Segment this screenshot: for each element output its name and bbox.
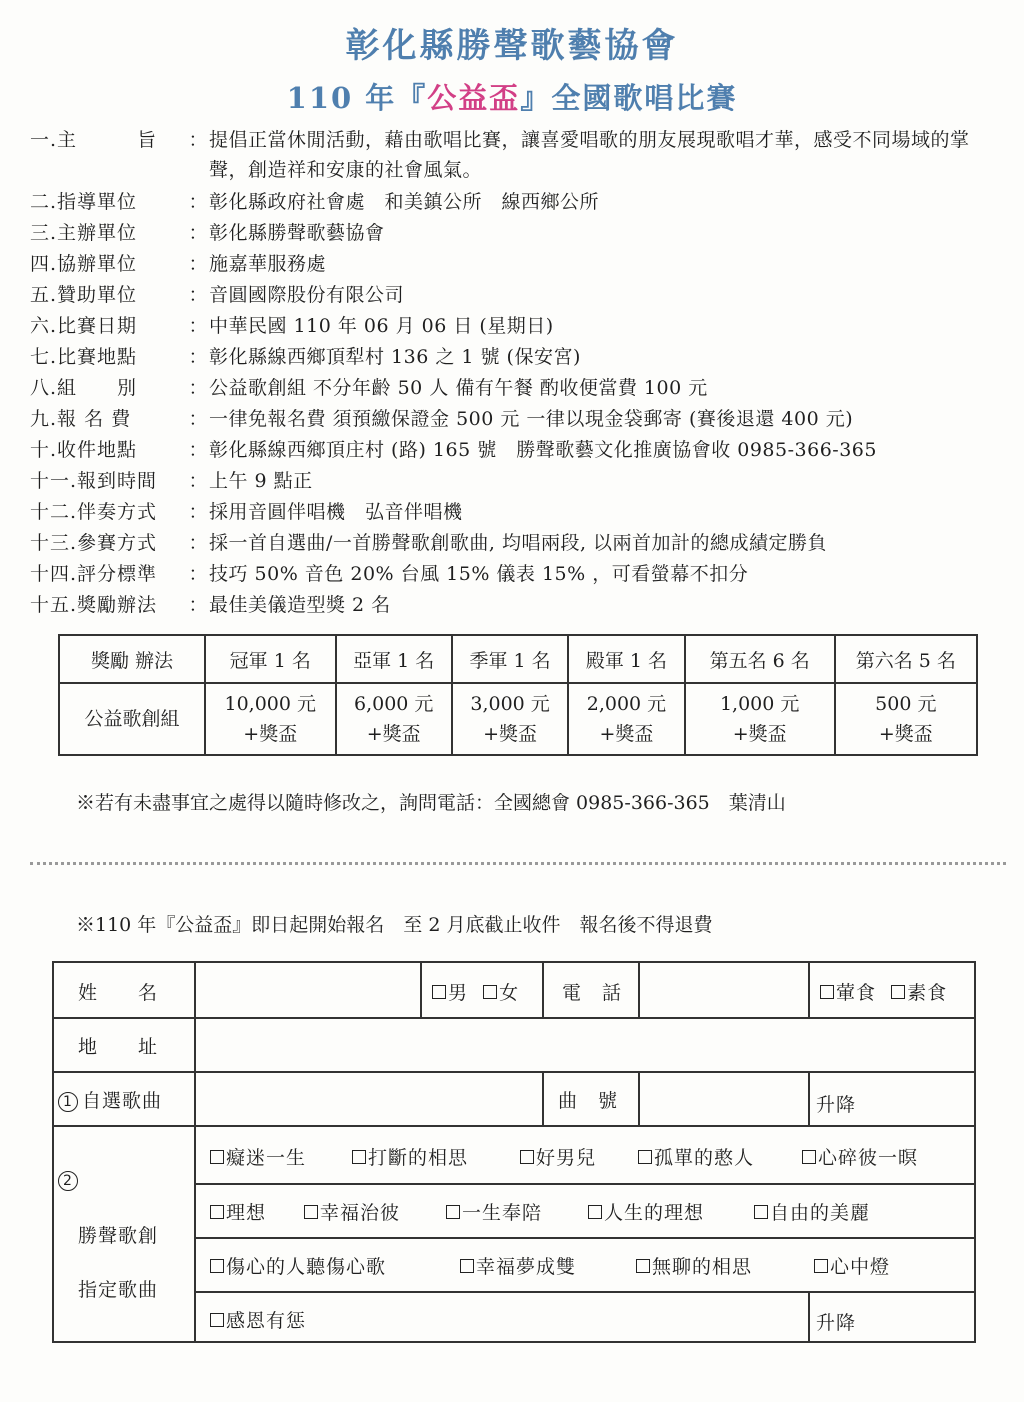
clause-item: 六.比賽日期 ： 中華民國 110 年 06 月 06 日 (星期日) <box>30 309 1000 340</box>
female-label: 女 <box>499 982 520 1004</box>
song-label: 幸福夢成雙 <box>476 1256 577 1278</box>
checkbox-icon <box>432 985 446 999</box>
prize-trophy: +獎盃 <box>878 723 933 745</box>
prize-header-cell: 殿軍 1 名 <box>568 635 684 683</box>
event-title-highlight: 公益盃 <box>427 81 521 115</box>
song-checkbox[interactable] <box>754 1198 870 1225</box>
phone-label: 電 話 <box>562 982 623 1004</box>
prize-trophy: +獎盃 <box>599 723 654 745</box>
meat-checkbox[interactable] <box>820 978 876 1005</box>
prize-amount: 1,000 元 <box>719 693 800 715</box>
prize-amount: 2,000 元 <box>586 693 667 715</box>
prize-header-cell: 季軍 1 名 <box>452 635 568 683</box>
checkbox-icon <box>210 1313 224 1327</box>
clause-label: 四.協辦單位 <box>30 253 138 275</box>
song-label: 孤單的憨人 <box>654 1147 755 1169</box>
clause-item: 十五.獎勵辦法 ： 最佳美儀造型獎 2 名 <box>30 588 1000 619</box>
checkbox-icon <box>820 985 834 999</box>
key-label: 升降 <box>816 1312 857 1334</box>
checkbox-icon <box>636 1259 650 1273</box>
veg-checkbox[interactable] <box>891 978 947 1005</box>
form-divider <box>808 1071 810 1125</box>
clause-label: 五.贊助單位 <box>30 284 138 306</box>
meal-options <box>820 978 947 1005</box>
song-label: 傷心的人聽傷心歌 <box>226 1256 387 1278</box>
song-checkbox[interactable] <box>588 1198 704 1225</box>
checkbox-icon <box>891 985 905 999</box>
clause-label: 六.比賽日期 <box>30 315 138 337</box>
song-label: 自由的美麗 <box>770 1202 871 1224</box>
clause-item: 十.收件地點 ： 彰化縣線西鄉頂庄村 (路) 165 號 勝聲歌藝文化推廣協會收 0985-366-365 <box>30 433 1000 464</box>
meat-label: 葷食 <box>836 982 877 1004</box>
clause-value: 施嘉華服務處 <box>209 253 327 275</box>
song-label: 心碎彼一暝 <box>818 1147 919 1169</box>
form-divider <box>54 1125 974 1127</box>
song-checkbox[interactable] <box>210 1143 306 1170</box>
checkbox-icon <box>460 1259 474 1273</box>
checkbox-icon <box>210 1150 224 1164</box>
checkbox-icon <box>446 1205 460 1219</box>
prize-trophy: +獎盃 <box>732 723 787 745</box>
song-label: 一生奉陪 <box>462 1202 543 1224</box>
checkbox-icon <box>210 1205 224 1219</box>
prize-cell <box>452 683 568 755</box>
song-checkbox[interactable] <box>814 1252 890 1279</box>
prize-header-cell: 第五名 6 名 <box>685 635 835 683</box>
clause-label: 二.指導單位 <box>30 191 138 213</box>
inquiry-note: ※若有未盡事宜之處得以隨時修改之，詢問電話：全國總會 0985-366-365 葉清山 <box>76 792 786 814</box>
form-divider <box>54 1017 974 1019</box>
song-checkbox[interactable] <box>304 1198 400 1225</box>
prize-table <box>58 634 978 756</box>
own-song-label <box>58 1086 162 1113</box>
clause-item: 九.報 名 費 ： 一律免報名費 須預繳保證金 500 元 一律以現金袋郵寄 (賽後退還 400 元) <box>30 402 1000 433</box>
prize-amount: 500 元 <box>875 693 937 715</box>
clause-value: 採用音圓伴唱機 弘音伴唱機 <box>209 501 463 523</box>
form-divider <box>808 1291 810 1343</box>
clause-item: 十三.參賽方式 ： 採一首自選曲/一首勝聲歌創歌曲, 均唱兩段, 以兩首加計的總成績定勝負 <box>30 526 1000 557</box>
form-divider <box>638 1071 640 1125</box>
clause-label: 八.組 別 <box>30 377 138 399</box>
prize-table-header-row <box>59 635 977 683</box>
clause-value: 最佳美儀造型獎 2 名 <box>209 594 391 616</box>
clause-label: 十.收件地點 <box>30 439 138 461</box>
prize-cell <box>205 683 336 755</box>
clause-item: 十一.報到時間 ： 上午 9 點正 <box>30 464 1000 495</box>
address-label: 地 址 <box>78 1036 159 1058</box>
checkbox-icon <box>588 1205 602 1219</box>
song-label: 人生的理想 <box>604 1202 705 1224</box>
song-label: 好男兒 <box>536 1147 597 1169</box>
clause-label: 九.報 名 費 <box>30 408 132 430</box>
clause-label: 七.比賽地點 <box>30 346 138 368</box>
clause-list <box>30 124 1000 619</box>
form-divider <box>542 1071 544 1125</box>
song-checkbox[interactable] <box>460 1252 576 1279</box>
checkbox-icon <box>754 1205 768 1219</box>
song-checkbox[interactable] <box>210 1306 306 1333</box>
own-song-text: 自選歌曲 <box>82 1090 163 1112</box>
event-title-year: 110 年『 <box>286 81 428 115</box>
song-label: 無聊的相思 <box>652 1256 753 1278</box>
form-divider <box>808 963 810 1017</box>
male-label: 男 <box>448 982 469 1004</box>
prize-table-row <box>59 683 977 755</box>
song-checkbox[interactable] <box>802 1143 918 1170</box>
clause-label: 十一.報到時間 <box>30 470 158 492</box>
clause-value: 彰化縣線西鄉頂庄村 (路) 165 號 勝聲歌藝文化推廣協會收 0985-366-365 <box>209 439 877 461</box>
song-label: 心中燈 <box>830 1256 891 1278</box>
checkbox-icon <box>520 1150 534 1164</box>
male-checkbox[interactable] <box>432 978 468 1005</box>
song-checkbox[interactable] <box>446 1198 542 1225</box>
song-label: 打斷的相思 <box>368 1147 469 1169</box>
clause-value: 一律免報名費 須預繳保證金 500 元 一律以現金袋郵寄 (賽後退還 400 元) <box>209 408 854 430</box>
female-checkbox[interactable] <box>483 978 519 1005</box>
clause-label: 十四.評分標準 <box>30 563 158 585</box>
form-divider <box>194 963 196 1343</box>
clause-item: 一.主 旨 ： 提倡正當休閒活動，藉由歌唱比賽，讓喜愛唱歌的朋友展現歌唱才華，感受不同場域的掌聲，創造祥和安康的社會風氣。 <box>30 124 1000 185</box>
clause-item: 八.組 別 ： 公益歌創組 不分年齡 50 人 備有午餐 酌收便當費 100 元 <box>30 371 1000 402</box>
veg-label: 素食 <box>907 982 948 1004</box>
clause-item: 十四.評分標準 ： 技巧 50% 音色 20% 台風 15% 儀表 15% ，可看螢幕不扣分 <box>30 557 1000 588</box>
clause-value: 提倡正當休閒活動，藉由歌唱比賽，讓喜愛唱歌的朋友展現歌唱才華，感受不同場域的掌聲，創造祥和安康的社會風氣。 <box>209 129 970 181</box>
prize-amount: 6,000 元 <box>354 693 434 715</box>
clause-value: 彰化縣政府社會處 和美鎮公所 線西鄉公所 <box>209 191 600 213</box>
form-divider <box>54 1071 974 1073</box>
number-circle-icon: 1 <box>58 1092 78 1112</box>
form-divider <box>194 1183 974 1185</box>
checkbox-icon <box>483 985 497 999</box>
number-circle-icon: 2 <box>58 1171 78 1191</box>
checkbox-icon <box>814 1259 828 1273</box>
prize-trophy: +獎盃 <box>243 723 298 745</box>
registration-form <box>52 961 976 1343</box>
clause-item: 二.指導單位 ： 彰化縣政府社會處 和美鎮公所 線西鄉公所 <box>30 185 1000 216</box>
checkbox-icon <box>802 1150 816 1164</box>
clause-label: 十三.參賽方式 <box>30 532 158 554</box>
song-label: 癡迷一生 <box>226 1147 307 1169</box>
song-label: 感恩有惩 <box>226 1310 307 1332</box>
form-divider <box>638 963 640 1017</box>
clause-item: 七.比賽地點 ： 彰化縣線西鄉頂犁村 136 之 1 號 (保安宮) <box>30 340 1000 371</box>
clause-value: 公益歌創組 不分年齡 50 人 備有午餐 酌收便當費 100 元 <box>209 377 708 399</box>
gender-options <box>432 978 519 1005</box>
assigned-number <box>58 1169 82 1191</box>
prize-cell <box>835 683 977 755</box>
song-checkbox[interactable] <box>520 1143 596 1170</box>
prize-amount: 3,000 元 <box>470 693 550 715</box>
song-number-label: 曲 號 <box>558 1090 619 1112</box>
prize-header-cell: 獎勵 辦法 <box>59 635 205 683</box>
clause-item: 四.協辦單位 ： 施嘉華服務處 <box>30 247 1000 278</box>
clause-value: 技巧 50% 音色 20% 台風 15% 儀表 15% ，可看螢幕不扣分 <box>209 563 749 585</box>
prize-header-cell: 亞軍 1 名 <box>336 635 452 683</box>
song-label: 理想 <box>226 1202 267 1224</box>
clause-item: 十二.伴奏方式 ： 採用音圓伴唱機 弘音伴唱機 <box>30 495 1000 526</box>
clause-label: 一.主 旨 <box>30 129 158 151</box>
song-checkbox[interactable] <box>210 1198 266 1225</box>
prize-trophy: +獎盃 <box>483 723 538 745</box>
prize-cell <box>685 683 835 755</box>
clause-value: 中華民國 110 年 06 月 06 日 (星期日) <box>209 315 554 337</box>
checkbox-icon <box>352 1150 366 1164</box>
prize-row-label: 公益歌創組 <box>59 683 205 755</box>
event-title <box>0 76 1024 117</box>
cut-line <box>30 862 1006 865</box>
prize-cell <box>568 683 684 755</box>
name-label: 姓 名 <box>78 982 159 1004</box>
clause-value: 採一首自選曲/一首勝聲歌創歌曲, 均唱兩段, 以兩首加計的總成績定勝負 <box>209 532 828 554</box>
form-divider <box>194 1291 974 1293</box>
prize-amount: 10,000 元 <box>224 693 317 715</box>
clause-label: 十五.獎勵辦法 <box>30 594 158 616</box>
key-label: 升降 <box>816 1094 857 1116</box>
prize-cell <box>336 683 452 755</box>
organization-title: 彰化縣勝聲歌藝協會 <box>345 26 679 66</box>
song-label: 幸福治彼 <box>320 1202 401 1224</box>
assigned-label-line1: 勝聲歌創 <box>78 1225 159 1247</box>
song-checkbox[interactable] <box>210 1252 386 1279</box>
form-divider <box>420 963 422 1017</box>
form-divider <box>542 963 544 1017</box>
assigned-label-line2: 指定歌曲 <box>78 1279 159 1301</box>
prize-header-cell: 冠軍 1 名 <box>205 635 336 683</box>
signup-notice: ※110 年『公益盃』即日起開始報名 至 2 月底截止收件 報名後不得退費 <box>76 914 713 936</box>
song-checkbox[interactable] <box>352 1143 468 1170</box>
clause-item: 五.贊助單位 ： 音圓國際股份有限公司 <box>30 278 1000 309</box>
prize-header-cell: 第六名 5 名 <box>835 635 977 683</box>
clause-value: 彰化縣線西鄉頂犁村 136 之 1 號 (保安宮) <box>209 346 581 368</box>
clause-label: 十二.伴奏方式 <box>30 501 158 523</box>
prize-trophy: +獎盃 <box>366 723 421 745</box>
clause-value: 音圓國際股份有限公司 <box>209 284 405 306</box>
song-checkbox[interactable] <box>638 1143 754 1170</box>
checkbox-icon <box>638 1150 652 1164</box>
event-title-suffix: 』全國歌唱比賽 <box>520 81 738 115</box>
clause-value: 彰化縣勝聲歌藝協會 <box>209 222 385 244</box>
clause-value: 上午 9 點正 <box>209 470 313 492</box>
form-divider <box>194 1237 974 1239</box>
clause-item: 三.主辦單位 ： 彰化縣勝聲歌藝協會 <box>30 216 1000 247</box>
checkbox-icon <box>210 1259 224 1273</box>
clause-label: 三.主辦單位 <box>30 222 138 244</box>
song-checkbox[interactable] <box>636 1252 752 1279</box>
checkbox-icon <box>304 1205 318 1219</box>
